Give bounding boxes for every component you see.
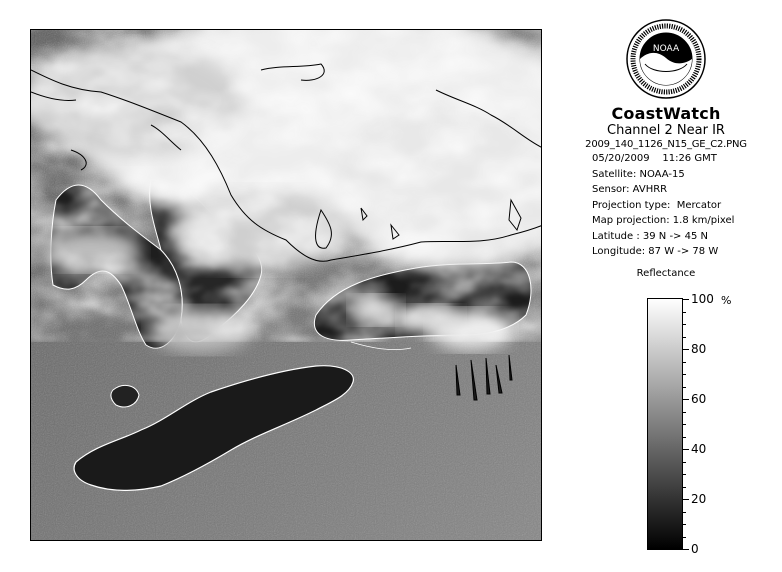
noaa-logo [625, 18, 707, 100]
colorbar-minor-tick [683, 312, 686, 313]
colorbar-tick [683, 399, 689, 400]
latitude-label: Latitude : 39 N -> 45 N [592, 230, 708, 242]
colorbar-minor-tick [683, 437, 686, 438]
logo-text: NOAA [652, 44, 680, 54]
info-panel [560, 18, 772, 279]
colorbar-tick [683, 499, 689, 500]
colorbar-tick [683, 349, 689, 350]
colorbar-tick [683, 449, 689, 450]
colorbar-minor-tick [683, 412, 686, 413]
colorbar-minor-tick [683, 524, 686, 525]
colorbar-minor-tick [683, 487, 686, 488]
colorbar-minor-tick [683, 537, 686, 538]
colorbar-minor-tick [683, 462, 686, 463]
satellite-map [30, 29, 542, 541]
projection-type-label: Projection type: Mercator [592, 199, 722, 211]
colorbar-minor-tick [683, 374, 686, 375]
colorbar-unit: % [721, 294, 732, 307]
legend-title: Reflectance [636, 267, 696, 279]
colorbar-minor-tick [683, 512, 686, 513]
colorbar-minor-tick [683, 324, 686, 325]
colorbar-minor-tick [683, 387, 686, 388]
colorbar-minor-tick [683, 424, 686, 425]
metadata-block [592, 151, 772, 260]
satellite-label: Satellite: NOAA-15 [592, 168, 685, 180]
colorbar-gradient [647, 298, 683, 550]
datetime-label: 05/20/2009 11:26 GMT [592, 153, 717, 164]
colorbar-minor-tick [683, 362, 686, 363]
colorbar-tick-label: 60 [691, 392, 707, 406]
channel-label: Channel 2 Near IR [607, 123, 725, 138]
map-image [31, 30, 542, 541]
colorbar-minor-tick [683, 474, 686, 475]
colorbar-tick [683, 299, 689, 300]
colorbar-minor-tick [683, 337, 686, 338]
map-projection-label: Map projection: 1.8 km/pixel [592, 215, 735, 226]
colorbar-tick-label: 100 [691, 292, 714, 306]
product-title: CoastWatch [611, 104, 721, 123]
filename-label: 2009_140_1126_N15_GE_C2.PNG [585, 139, 747, 150]
colorbar-tick-label: 0 [691, 542, 699, 556]
colorbar-tick [683, 549, 689, 550]
colorbar-tick-label: 40 [691, 442, 707, 456]
colorbar-tick-label: 80 [691, 342, 707, 356]
sensor-label: Sensor: AVHRR [592, 184, 668, 195]
colorbar-tick-label: 20 [691, 492, 707, 506]
longitude-label: Longitude: 87 W -> 78 W [592, 246, 719, 257]
